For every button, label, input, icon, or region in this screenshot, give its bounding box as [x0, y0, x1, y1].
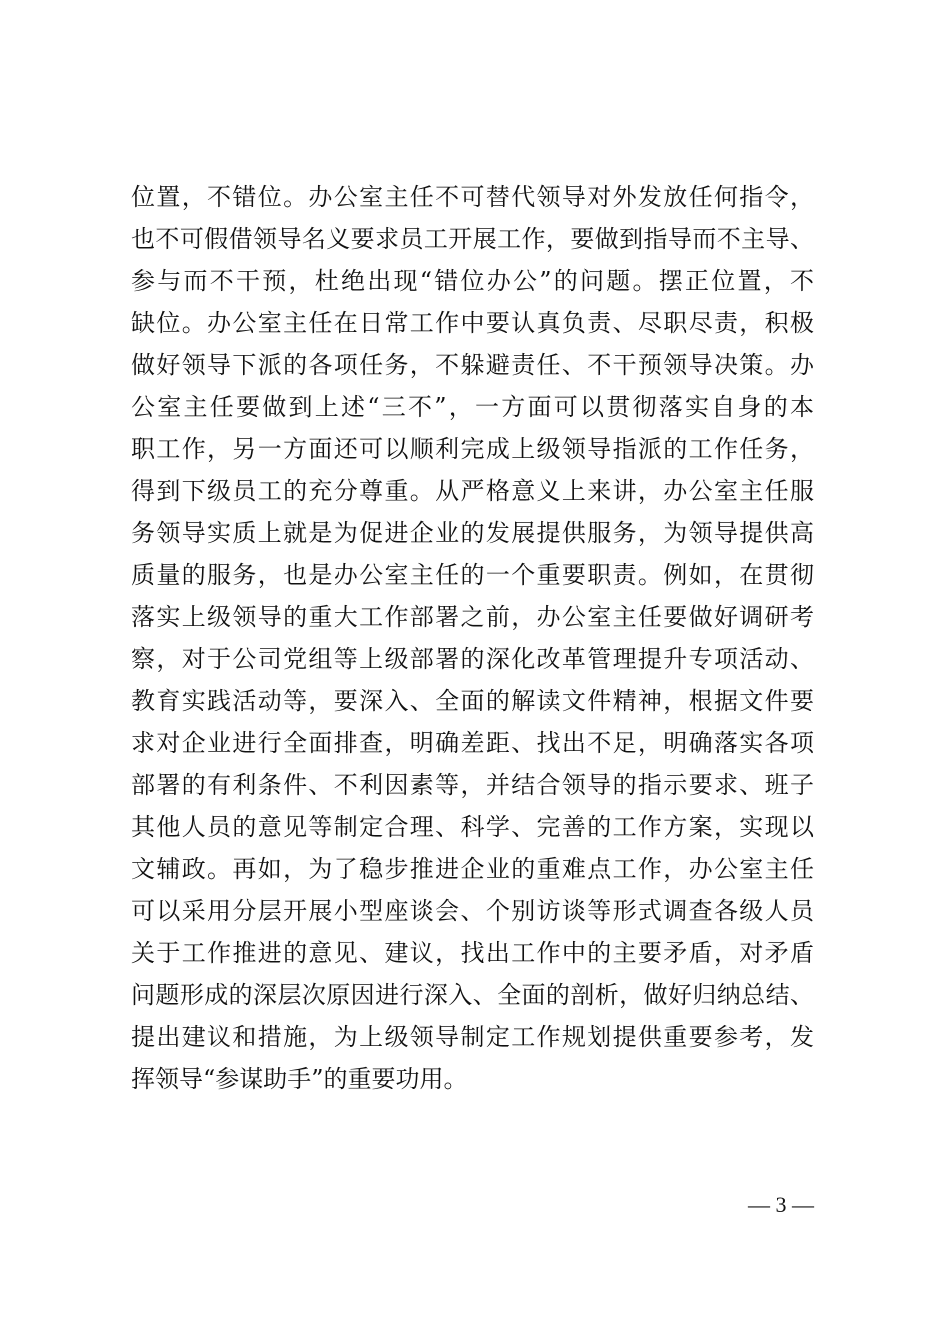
text-line: 缺位。办公室主任在日常工作中要认真负责、尽职尽责，积极: [131, 309, 814, 337]
text-line: 做好领导下派的各项任务，不躲避责任、不干预领导决策。办: [131, 351, 814, 379]
text-line: 得到下级员工的充分尊重。从严格意义上来讲，办公室主任服: [131, 477, 814, 505]
text-line: 关于工作推进的意见、建议，找出工作中的主要矛盾，对矛盾: [131, 939, 814, 967]
text-line: 部署的有利条件、不利因素等，并结合领导的指示要求、班子: [131, 771, 814, 799]
text-line-last: 挥领导“参谋助手”的重要功用。: [131, 1065, 468, 1093]
text-line: 务领导实质上就是为促进企业的发展提供服务，为领导提供高: [131, 519, 814, 547]
text-line: 也不可假借领导名义要求员工开展工作，要做到指导而不主导、: [131, 225, 814, 253]
text-line: 察，对于公司党组等上级部署的深化改革管理提升专项活动、: [131, 645, 814, 673]
text-line: 其他人员的意见等制定合理、科学、完善的工作方案，实现以: [131, 813, 814, 841]
text-line: 质量的服务，也是办公室主任的一个重要职责。例如，在贯彻: [131, 561, 814, 589]
text-line: 教育实践活动等，要深入、全面的解读文件精神，根据文件要: [131, 687, 814, 715]
text-line: 求对企业进行全面排查，明确差距、找出不足，明确落实各项: [131, 729, 814, 757]
text-line: 职工作，另一方面还可以顺利完成上级领导指派的工作任务，: [131, 435, 814, 463]
text-line: 公室主任要做到上述“三不”，一方面可以贯彻落实自身的本: [131, 393, 814, 421]
text-line: 可以采用分层开展小型座谈会、个别访谈等形式调查各级人员: [131, 897, 814, 925]
body-text: [131, 176, 831, 1100]
text-line: 提出建议和措施，为上级领导制定工作规划提供重要参考，发: [131, 1023, 814, 1051]
text-line: 参与而不干预，杜绝出现“错位办公”的问题。摆正位置，不: [131, 267, 814, 295]
text-line: 位置，不错位。办公室主任不可替代领导对外发放任何指令，: [131, 183, 814, 211]
text-line: 文辅政。再如，为了稳步推进企业的重难点工作，办公室主任: [131, 855, 814, 883]
page-number: — 3 —: [748, 1192, 814, 1217]
text-line: 问题形成的深层次原因进行深入、全面的剖析，做好归纳总结、: [131, 981, 814, 1009]
text-line: 落实上级领导的重大工作部署之前，办公室主任要做好调研考: [131, 603, 814, 631]
